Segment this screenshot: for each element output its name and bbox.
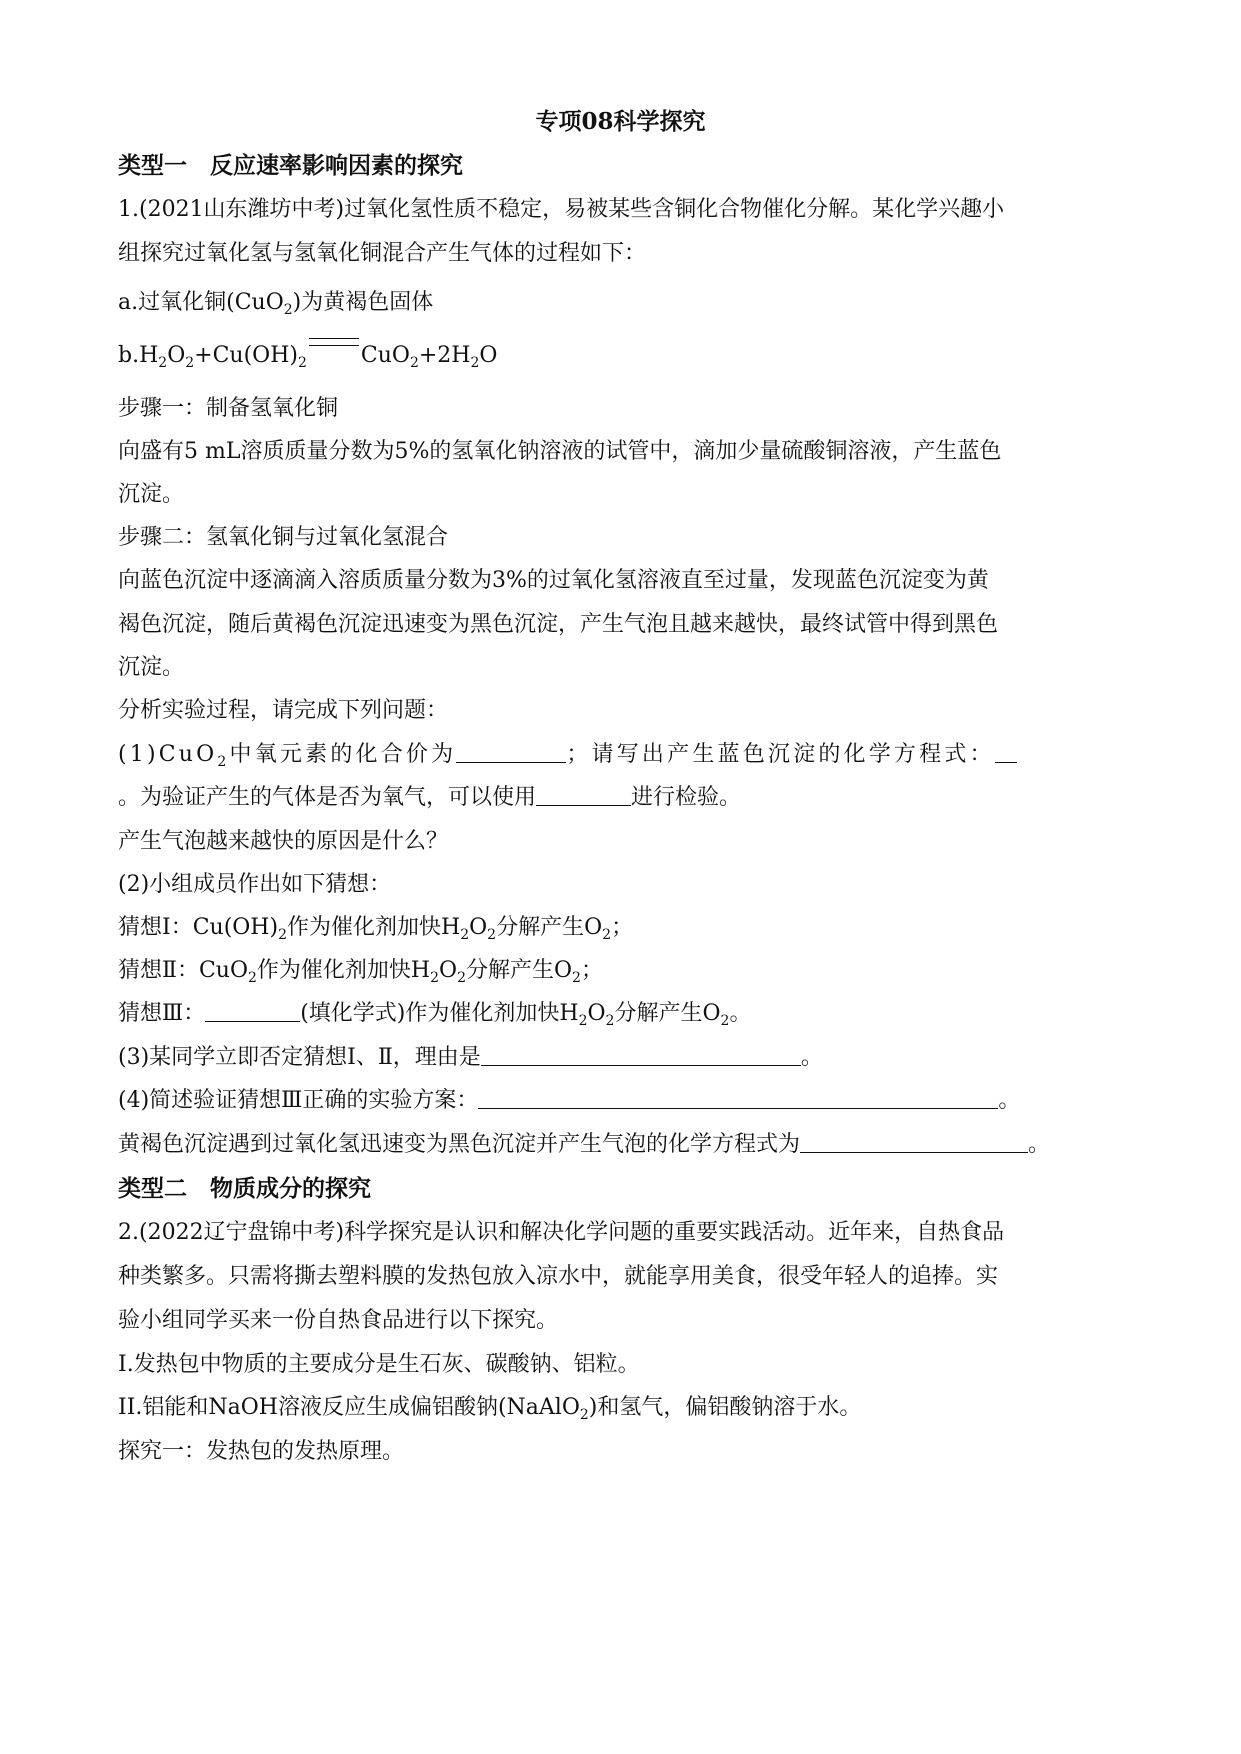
answer-blank[interactable] [478,1086,998,1109]
answer-blank[interactable] [205,999,300,1022]
step2-line3: 沉淀。 [118,655,185,680]
analysis-prompt: 分析实验过程，请完成下列问题： [118,698,449,723]
q2-info-2: II.铝能和NaOH溶液反应生成偏铝酸钠(NaAlO$_2$)和氢气，偏铝酸钠溶于水。 [118,1395,862,1423]
q2-explore-1: 探究一：发热包的发热原理。 [118,1439,405,1464]
section-heading-type1: 类型一 反应速率影响因素的探究 [118,152,463,179]
q1-part5: 黄褐色沉淀遇到过氧化氢迅速变为黑色沉淀并产生气泡的化学方程式为 。 [118,1132,1051,1157]
q2-stem-line3: 验小组同学买来一份自热食品进行以下探究。 [118,1308,559,1333]
q1-equation-b: $b.H_2O_2+Cu(OH)_2$ $CuO_2+2H_2O$ [118,338,1123,371]
answer-blank[interactable] [481,1043,801,1066]
q1-stem-line1: 1.(2021山东潍坊中考)过氧化氢性质不稳定，易被某些含铜化合物催化分解。某化学兴趣小 [118,197,1005,222]
answer-blank[interactable] [536,783,631,806]
q1-part2: (2)小组成员作出如下猜想： [118,872,392,897]
guess-2: 猜想Ⅱ：CuO$_2$作为催化剂加快$H_2O_2$分解产生$O_2$； [118,958,603,986]
step1-line2: 沉淀。 [118,482,185,507]
step1-title: 步骤一：制备氢氧化铜 [118,396,339,421]
q2-info-1: I.发热包中物质的主要成分是生石灰、碳酸钠、铝粒。 [118,1352,640,1377]
step1-line1: 向盛有5 mL溶质质量分数为5%的氢氧化钠溶液的试管中，滴加少量硫酸铜溶液，产生蓝色 [118,439,1002,464]
answer-blank[interactable] [800,1130,1028,1153]
equals-sign-icon [309,338,359,346]
section-heading-type2: 类型二 物质成分的探究 [118,1175,371,1202]
answer-blank[interactable] [456,740,566,763]
q1-why: 产生气泡越来越快的原因是什么？ [118,829,449,854]
q1-info-a: a.过氧化铜(CuO$_2$)为黄褐色固体 [118,290,434,318]
step2-line2: 褐色沉淀，随后黄褐色沉淀迅速变为黑色沉淀，产生气泡且越来越快，最终试管中得到黑色 [118,612,999,637]
guess-3: 猜想Ⅲ： (填化学式)作为催化剂加快$H_2O_2$分解产生$O_2$。 [118,1001,752,1029]
q1-part1-line2: 。为验证产生的气体是否为氧气，可以使用 进行检验。 [118,785,742,810]
q1-part1-line1: (1)CuO$_2$中氧元素的化合价为 ；请写出产生蓝色沉淀的化学方程式： [118,740,1123,770]
q1-part4: (4)简述验证猜想Ⅲ正确的实验方案： 。 [118,1088,1021,1113]
q2-stem-line1: 2.(2022辽宁盘锦中考)科学探究是认识和解决化学问题的重要实践活动。近年来，自热食品 [118,1220,1005,1245]
step2-title: 步骤二：氢氧化铜与过氧化氢混合 [118,525,449,550]
q1-stem-line2: 组探究过氧化氢与氢氧化铜混合产生气体的过程如下： [118,241,647,266]
step2-line1: 向蓝色沉淀中逐滴滴入溶质质量分数为3%的过氧化氢溶液直至过量，发现蓝色沉淀变为黄 [118,568,989,593]
q1-part3: (3)某同学立即否定猜想Ⅰ、Ⅱ，理由是 。 [118,1045,823,1070]
guess-1: 猜想Ⅰ：$Cu(OH)_2$作为催化剂加快$H_2O_2$分解产生$O_2$； [118,915,634,943]
page-title: 专项08科学探究 [535,108,706,135]
q2-stem-line2: 种类繁多。只需将撕去塑料膜的发热包放入凉水中，就能享用美食，很受年轻人的追捧。实 [118,1264,999,1289]
answer-blank[interactable] [995,740,1017,763]
